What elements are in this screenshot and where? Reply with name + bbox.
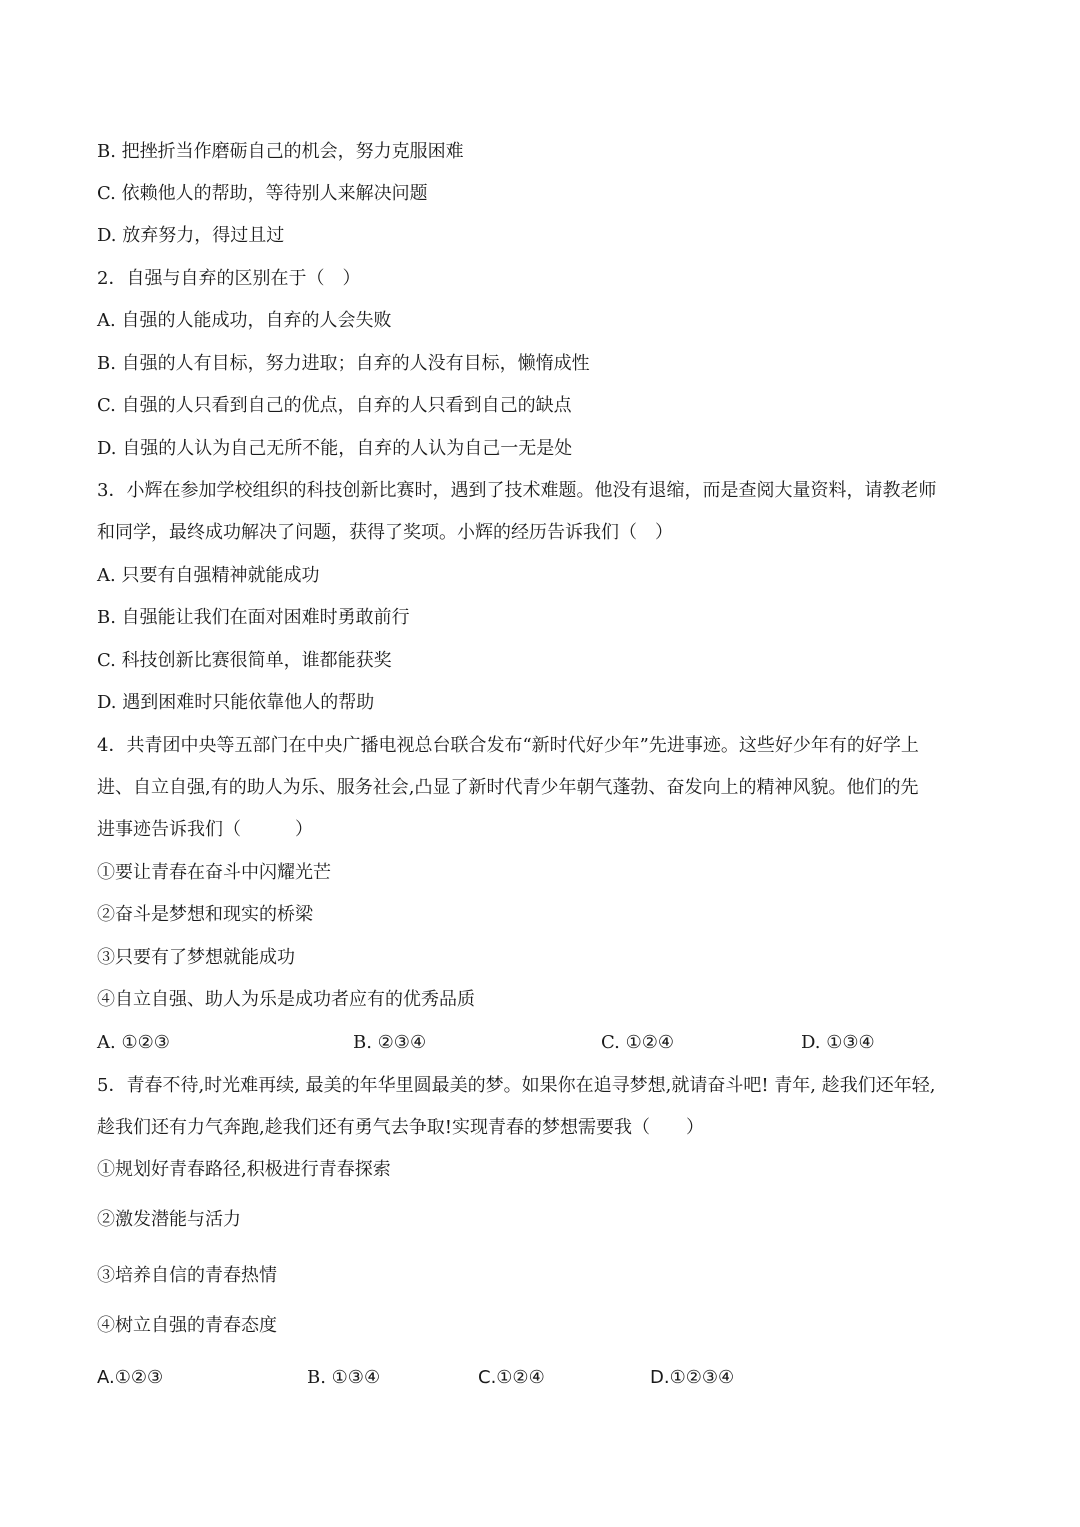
q5-item-2: ②激发潜能与活力 xyxy=(97,1209,241,1230)
q5-stem-line-1: 5．青春不待,时光难再续, 最美的年华里圆最美的梦。如果你在追寻梦想,就请奋斗吧! 青年, 趁我们还年轻, xyxy=(97,1075,936,1096)
q4-stem-line-3: 进事迹告诉我们（ ） xyxy=(97,819,313,840)
q4-item-2: ②奋斗是梦想和现实的桥梁 xyxy=(97,904,313,925)
q3-stem-line-2: 和同学，最终成功解决了问题，获得了奖项。小辉的经历告诉我们（ ） xyxy=(97,522,673,543)
q5-item-1: ①规划好青春路径,积极进行青春探索 xyxy=(97,1159,391,1180)
q1-option-c: C. 依赖他人的帮助，等待别人来解决问题 xyxy=(97,183,428,204)
q5-option-b: B. ①③④ xyxy=(307,1367,381,1388)
q3-option-d: D. 遇到困难时只能依靠他人的帮助 xyxy=(97,692,375,713)
q2-option-a: A. 自强的人能成功，自弃的人会失败 xyxy=(97,310,392,331)
q5-option-a: A.①②③ xyxy=(97,1367,164,1388)
q5-item-3: ③培养自信的青春热情 xyxy=(97,1265,277,1286)
q2-option-b: B. 自强的人有目标，努力进取；自弃的人没有目标，懒惰成性 xyxy=(97,353,590,374)
q5-option-d: D.①②③④ xyxy=(650,1367,735,1388)
q4-option-d: D. ①③④ xyxy=(801,1032,875,1053)
q5-item-4: ④树立自强的青春态度 xyxy=(97,1315,277,1336)
q4-item-4: ④自立自强、助人为乐是成功者应有的优秀品质 xyxy=(97,989,475,1010)
q5-stem-line-2: 趁我们还有力气奔跑,趁我们还有勇气去争取!实现青春的梦想需要我（ ） xyxy=(97,1117,704,1138)
q4-item-1: ①要让青春在奋斗中闪耀光芒 xyxy=(97,862,331,883)
q1-option-d: D. 放弃努力，得过且过 xyxy=(97,225,285,246)
q4-item-3: ③只要有了梦想就能成功 xyxy=(97,947,295,968)
q4-stem-line-2: 进、自立自强,有的助人为乐、服务社会,凸显了新时代青少年朝气蓬勃、奋发向上的精神风貌。他们的先 xyxy=(97,777,919,798)
q3-option-b: B. 自强能让我们在面对困难时勇敢前行 xyxy=(97,607,410,628)
q3-option-a: A. 只要有自强精神就能成功 xyxy=(97,565,320,586)
q3-stem-line-1: 3．小辉在参加学校组织的科技创新比赛时，遇到了技术难题。他没有退缩，而是查阅大量资料，请教老师 xyxy=(97,480,937,501)
q4-option-b: B. ②③④ xyxy=(353,1032,427,1053)
q1-option-b: B. 把挫折当作磨砺自己的机会，努力克服困难 xyxy=(97,141,464,162)
q5-option-c: C.①②④ xyxy=(478,1367,545,1388)
q2-option-c: C. 自强的人只看到自己的优点，自弃的人只看到自己的缺点 xyxy=(97,395,572,416)
q4-option-a: A. ①②③ xyxy=(97,1032,170,1053)
q4-option-c: C. ①②④ xyxy=(601,1032,674,1053)
q3-option-c: C. 科技创新比赛很简单，谁都能获奖 xyxy=(97,650,392,671)
q2-option-d: D. 自强的人认为自己无所不能，自弃的人认为自己一无是处 xyxy=(97,438,573,459)
q2-stem: 2．自强与自弃的区别在于（ ） xyxy=(97,268,361,289)
q4-stem-line-1: 4．共青团中央等五部门在中央广播电视总台联合发布“新时代好少年”先进事迹。这些好少年有的好学上 xyxy=(97,735,919,756)
